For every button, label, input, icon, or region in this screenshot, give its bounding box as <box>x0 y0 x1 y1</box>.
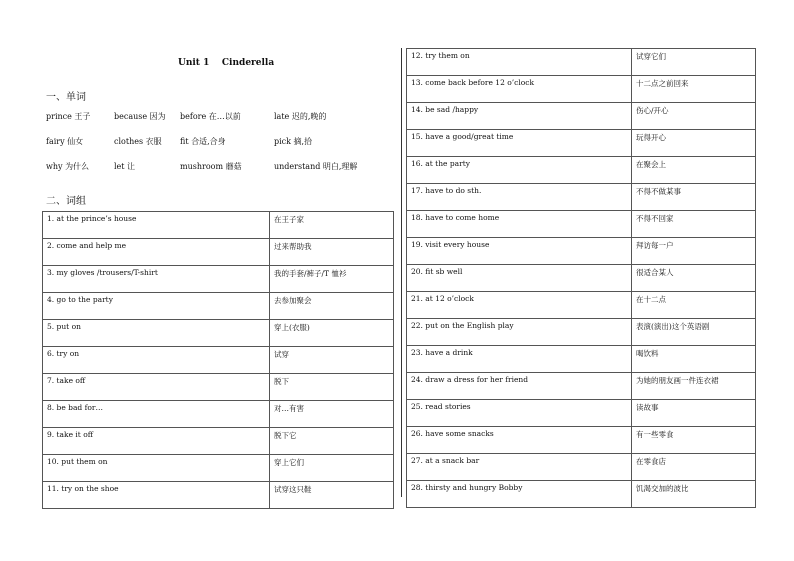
vocab-word: pick 摘,拾 <box>274 137 313 146</box>
phrase-chinese: 不得不做某事 <box>632 184 756 211</box>
table-row <box>407 481 756 508</box>
vocab-word: because 因为 <box>114 112 166 121</box>
phrase-chinese: 对…有害 <box>270 401 394 428</box>
phrase-chinese: 穿上(衣服) <box>270 320 394 347</box>
table-row <box>407 103 756 130</box>
table-row <box>43 455 394 482</box>
phrase-chinese: 穿上它们 <box>270 455 394 482</box>
vocab-word: why 为什么 <box>46 162 90 171</box>
table-row <box>43 266 394 293</box>
table-row <box>407 76 756 103</box>
phrase-english: 22. put on the English play <box>407 319 632 346</box>
phrase-chinese: 过来帮助我 <box>270 239 394 266</box>
vocab-list <box>46 108 406 183</box>
phrase-chinese: 十二点之前回来 <box>632 76 756 103</box>
phrase-chinese: 脱下 <box>270 374 394 401</box>
vocab-word: let 让 <box>114 162 136 171</box>
page-title: Unit 1 Cinderella <box>178 58 275 68</box>
table-row <box>43 401 394 428</box>
phrase-english: 6. try on <box>43 347 270 374</box>
vocab-word: fit 合适,合身 <box>180 137 226 146</box>
phrase-english: 2. come and help me <box>43 239 270 266</box>
table-row <box>407 157 756 184</box>
table-row <box>407 346 756 373</box>
phrase-table-left <box>42 211 394 509</box>
table-row <box>407 400 756 427</box>
phrase-chinese: 在十二点 <box>632 292 756 319</box>
vocab-word: fairy 仙女 <box>46 137 84 146</box>
phrase-chinese: 表演(演出)这个英语剧 <box>632 319 756 346</box>
phrase-english: 7. take off <box>43 374 270 401</box>
phrase-english: 1. at the prince’s house <box>43 212 270 239</box>
phrase-chinese: 饥渴交加的波比 <box>632 481 756 508</box>
phrase-english: 23. have a drink <box>407 346 632 373</box>
vocab-word: understand 明白,理解 <box>274 162 358 171</box>
phrase-english: 16. at the party <box>407 157 632 184</box>
phrase-chinese: 不得不回家 <box>632 211 756 238</box>
phrase-chinese: 在王子家 <box>270 212 394 239</box>
table-row <box>43 428 394 455</box>
phrase-english: 10. put them on <box>43 455 270 482</box>
phrase-chinese: 试穿它们 <box>632 49 756 76</box>
vocab-word: clothes 衣服 <box>114 137 162 146</box>
phrase-english: 20. fit sb well <box>407 265 632 292</box>
phrase-english: 14. be sad /happy <box>407 103 632 130</box>
phrase-chinese: 拜访每一户 <box>632 238 756 265</box>
phrase-chinese: 在零食店 <box>632 454 756 481</box>
phrase-chinese: 脱下它 <box>270 428 394 455</box>
vocab-word: late 迟的,晚的 <box>274 112 327 121</box>
phrase-chinese: 读故事 <box>632 400 756 427</box>
table-row <box>407 292 756 319</box>
table-row <box>43 239 394 266</box>
table-row <box>43 320 394 347</box>
vocab-row <box>46 133 406 158</box>
table-row <box>43 293 394 320</box>
phrase-chinese: 玩得开心 <box>632 130 756 157</box>
table-row <box>407 265 756 292</box>
phrase-english: 8. be bad for… <box>43 401 270 428</box>
table-row <box>407 211 756 238</box>
phrase-table-right <box>406 48 756 508</box>
phrase-english: 24. draw a dress for her friend <box>407 373 632 400</box>
vocab-heading: 一、单词 <box>46 92 86 103</box>
phrase-chinese: 我的手套/裤子/T 恤衫 <box>270 266 394 293</box>
table-row <box>43 374 394 401</box>
phrase-english: 17. have to do sth. <box>407 184 632 211</box>
table-row <box>43 212 394 239</box>
column-divider <box>401 48 402 497</box>
phrase-english: 9. take it off <box>43 428 270 455</box>
phrase-chinese: 有一些零食 <box>632 427 756 454</box>
phrase-chinese: 试穿这只鞋 <box>270 482 394 509</box>
table-row <box>407 373 756 400</box>
phrase-english: 27. at a snack bar <box>407 454 632 481</box>
table-row <box>407 49 756 76</box>
phrase-chinese: 为她的朋友画一件连衣裙 <box>632 373 756 400</box>
phrase-chinese: 喝饮料 <box>632 346 756 373</box>
vocab-word: prince 王子 <box>46 112 91 121</box>
phrase-english: 4. go to the party <box>43 293 270 320</box>
phrase-chinese: 在聚会上 <box>632 157 756 184</box>
phrase-english: 15. have a good/great time <box>407 130 632 157</box>
phrase-english: 19. visit every house <box>407 238 632 265</box>
table-row <box>407 454 756 481</box>
vocab-word: mushroom 蘑菇 <box>180 162 242 171</box>
phrase-heading: 二、词组 <box>46 196 86 207</box>
phrase-chinese: 试穿 <box>270 347 394 374</box>
phrase-english: 5. put on <box>43 320 270 347</box>
table-row <box>407 238 756 265</box>
phrase-chinese: 去参加聚会 <box>270 293 394 320</box>
vocab-word: before 在…以前 <box>180 112 241 121</box>
table-row <box>43 482 394 509</box>
phrase-english: 13. come back before 12 o’clock <box>407 76 632 103</box>
table-row <box>407 427 756 454</box>
phrase-chinese: 很适合某人 <box>632 265 756 292</box>
vocab-row <box>46 108 406 133</box>
phrase-english: 26. have some snacks <box>407 427 632 454</box>
phrase-english: 21. at 12 o’clock <box>407 292 632 319</box>
phrase-chinese: 伤心/开心 <box>632 103 756 130</box>
phrase-english: 3. my gloves /trousers/T-shirt <box>43 266 270 293</box>
table-row <box>407 184 756 211</box>
table-row <box>43 347 394 374</box>
phrase-english: 12. try them on <box>407 49 632 76</box>
table-row <box>407 319 756 346</box>
phrase-english: 28. thirsty and hungry Bobby <box>407 481 632 508</box>
phrase-english: 18. have to come home <box>407 211 632 238</box>
phrase-english: 25. read stories <box>407 400 632 427</box>
phrase-english: 11. try on the shoe <box>43 482 270 509</box>
vocab-row <box>46 158 406 183</box>
table-row <box>407 130 756 157</box>
